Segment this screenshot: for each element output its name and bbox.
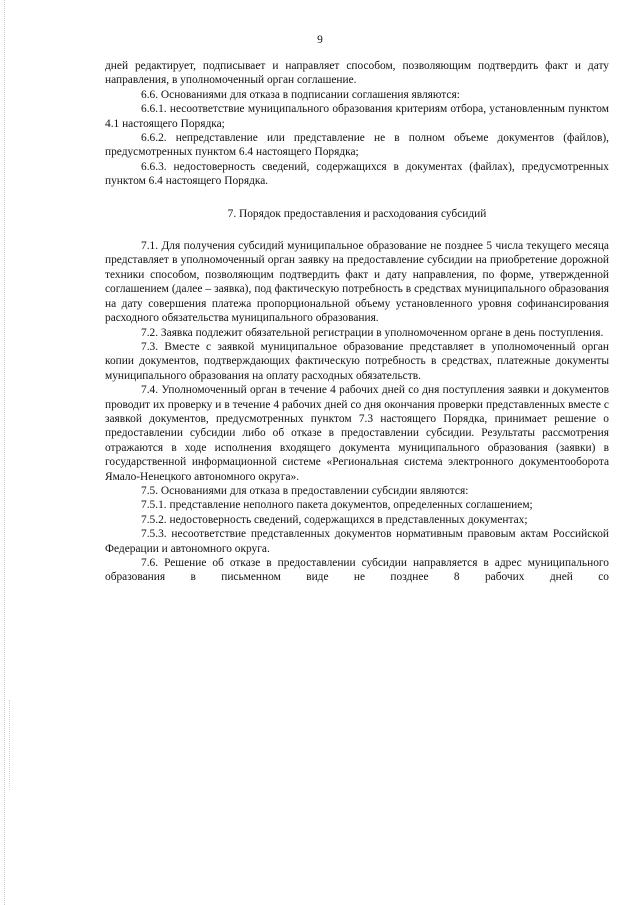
paragraph-7-1: 7.1. Для получения субсидий муниципальное образование не позднее 5 числа текущего месяца представляет в уполномоченный орган заявку на предоставление субсидии на приобретение дорожной техники способом, позволяющим подтвердить факт и дату направления, по форме, утвержденной соглашением (далее – заявка), под фактическую потребность в средствах муниципального образования на дату совершения платежа пропорциональной объему установленного уровня софинансирования расходного обязательства муниципального образования.: [105, 240, 609, 325]
paragraph-7-5: 7.5. Основаниями для отказа в предоставлении субсидии являются:: [141, 484, 469, 497]
paragraph-7-4: 7.4. Уполномоченный орган в течение 4 рабочих дней со дня поступления заявки и документов проводит их проверку и в течение 4 рабочих дней со дня окончания проверки представленных вместе с заявкой документов, предусмотренных пунктом 7.3 настоящего Порядка, принимает решение о предоставлении субсидии либо об отказе в предоставлении субсидии. Результаты рассмотрения отражаются в ходе исполнения входящего документа муниципального образования (заявки) в государственной информационной системе «Региональная система электронного документооборота Ямало-Ненецкого автономного округа».: [105, 384, 609, 483]
paragraph-6-6: 6.6. Основаниями для отказа в подписании соглашения являются:: [141, 88, 460, 101]
page-number: 9: [317, 34, 323, 46]
paragraph-7-5-3: 7.5.3. несоответствие представленных документов нормативным правовым актам Российской Федерации и автономного округа.: [105, 528, 609, 555]
paragraph-7-2: 7.2. Заявка подлежит обязательной регистрации в уполномоченном органе в день поступления.: [141, 326, 604, 339]
document-body: [105, 59, 609, 585]
paragraph-7-6: 7.6. Решение об отказе в предоставлении субсидии направляется в адрес муниципального образования в письменном виде не позднее 8 рабочих дней со: [105, 557, 609, 584]
scan-edge-mark: [9, 700, 10, 790]
paragraph-6-6-1: 6.6.1. несоответствие муниципального образования критериям отбора, установленным пунктом 4.1 настоящего Порядка;: [105, 103, 609, 130]
scan-edge-line: [4, 0, 5, 905]
paragraph-continuation: дней редактирует, подписывает и направляет способом, позволяющим подтвердить факт и дату направления, в уполномоченный орган соглашение.: [105, 60, 609, 87]
paragraph-7-5-1: 7.5.1. представление неполного пакета документов, определенных соглашением;: [141, 499, 533, 512]
paragraph-7-5-2: 7.5.2. недостоверность сведений, содержащихся в представленных документах;: [141, 513, 528, 526]
section-heading: 7. Порядок предоставления и расходования субсидий: [227, 207, 487, 220]
paragraph-6-6-3: 6.6.3. недостоверность сведений, содержащихся в документах (файлах), предусмотренных пунктом 6.4 настоящего Порядка.: [105, 160, 609, 188]
paragraph-7-3: 7.3. Вместе с заявкой муниципальное образование представляет в уполномоченный орган копии документов, подтверждающих фактическую потребность в средствах, платежные документы муниципального образования на оплату расходных обязательств.: [105, 340, 609, 382]
paragraph-6-6-2: 6.6.2. непредставление или представление не в полном объеме документов (файлов), предусмотренных пунктом 6.4 настоящего Порядка;: [105, 132, 609, 159]
